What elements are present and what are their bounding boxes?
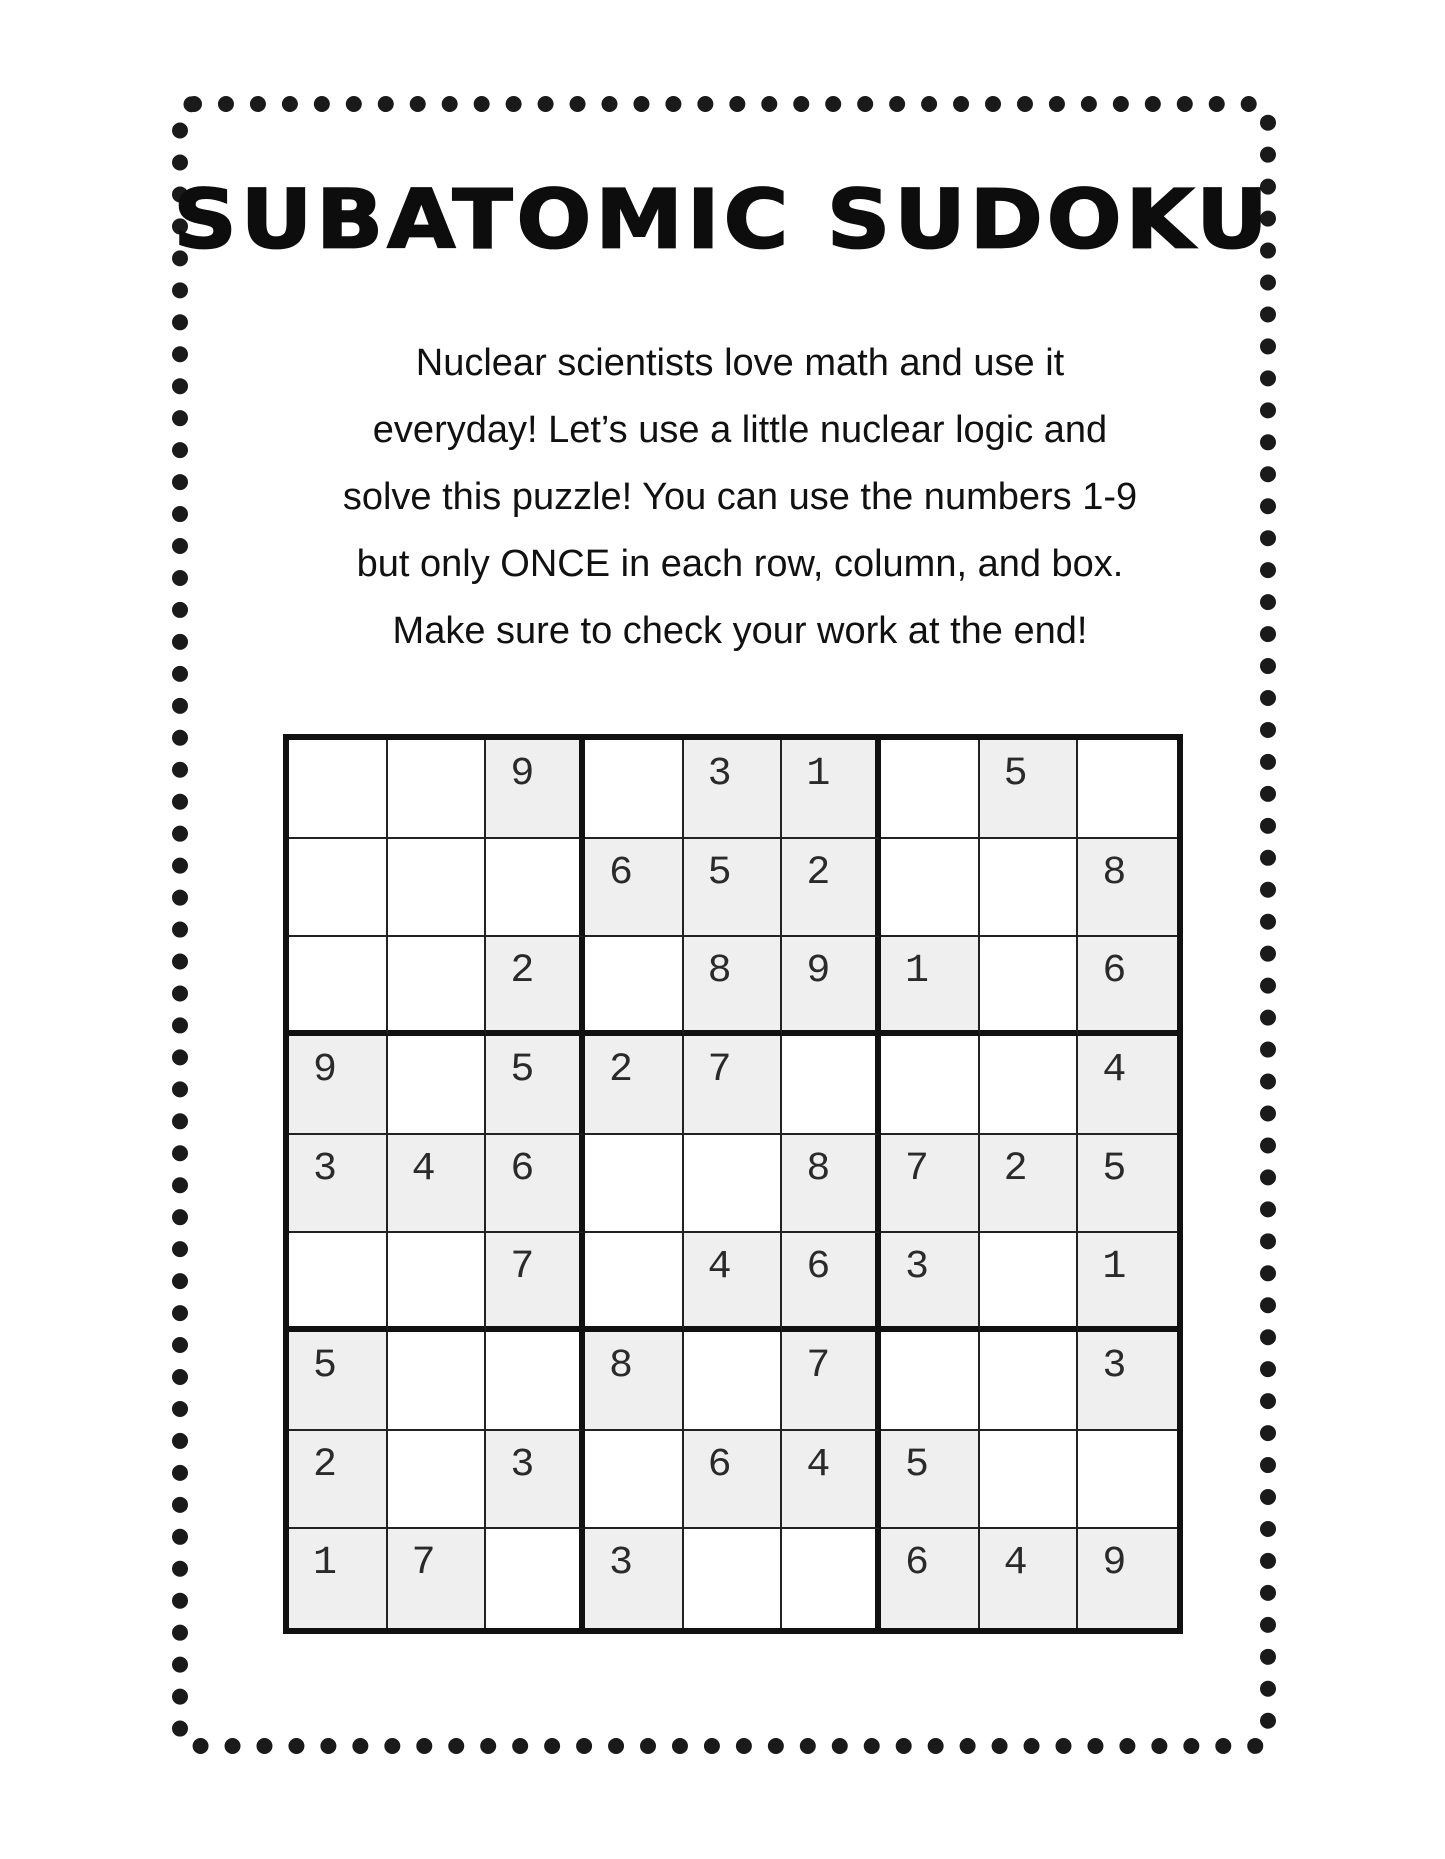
sudoku-cell[interactable]: 2 [585,1036,684,1135]
sudoku-cell[interactable] [881,1332,980,1431]
sudoku-cell[interactable] [1078,1431,1177,1530]
instructions-line: Make sure to check your work at the end! [392,610,1088,652]
sudoku-cell[interactable]: 6 [1078,937,1177,1036]
sudoku-cell[interactable] [585,740,684,839]
sudoku-cell[interactable]: 5 [881,1431,980,1530]
sudoku-cell[interactable] [486,1529,585,1628]
sudoku-cell[interactable]: 1 [1078,1233,1177,1332]
sudoku-cell[interactable]: 6 [881,1529,980,1628]
sudoku-cell[interactable] [585,937,684,1036]
sudoku-cell[interactable] [782,1529,881,1628]
instructions-line: Nuclear scientists love math and use it [415,342,1065,384]
instructions-text [290,330,1190,665]
sudoku-cell[interactable]: 2 [289,1431,388,1530]
sudoku-cell[interactable]: 8 [1078,839,1177,938]
sudoku-cell[interactable]: 2 [782,839,881,938]
sudoku-cell[interactable]: 4 [1078,1036,1177,1135]
sudoku-cell[interactable] [980,1431,1079,1530]
sudoku-cell[interactable]: 7 [881,1135,980,1234]
sudoku-cell[interactable] [684,1332,783,1431]
sudoku-cell[interactable]: 8 [684,937,783,1036]
sudoku-cell[interactable]: 4 [782,1431,881,1530]
sudoku-cell[interactable] [388,937,487,1036]
sudoku-cell[interactable]: 6 [486,1135,585,1234]
sudoku-cell[interactable]: 1 [289,1529,388,1628]
sudoku-cell[interactable]: 5 [980,740,1079,839]
sudoku-cell[interactable] [388,839,487,938]
sudoku-cell[interactable] [1078,740,1177,839]
sudoku-cell[interactable]: 2 [486,937,585,1036]
sudoku-cell[interactable] [289,1233,388,1332]
instructions-line: everyday! Let’s use a little nuclear logic and [372,409,1108,451]
sudoku-cell[interactable] [980,1332,1079,1431]
sudoku-cell[interactable] [782,1036,881,1135]
sudoku-cell[interactable] [980,937,1079,1036]
sudoku-cell[interactable]: 7 [684,1036,783,1135]
sudoku-cell[interactable]: 1 [881,937,980,1036]
sudoku-cell[interactable]: 3 [289,1135,388,1234]
sudoku-cell[interactable]: 3 [1078,1332,1177,1431]
sudoku-cell[interactable] [881,740,980,839]
sudoku-cell[interactable] [585,1431,684,1530]
page-title: SUBATOMIC SUDOKU [173,172,1272,267]
sudoku-cell[interactable]: 2 [980,1135,1079,1234]
sudoku-cell[interactable]: 9 [289,1036,388,1135]
sudoku-cell[interactable] [388,1233,487,1332]
sudoku-cell[interactable]: 7 [388,1529,487,1628]
sudoku-cell[interactable]: 7 [486,1233,585,1332]
sudoku-cell[interactable]: 7 [782,1332,881,1431]
sudoku-cell[interactable]: 4 [388,1135,487,1234]
sudoku-cell[interactable]: 8 [585,1332,684,1431]
sudoku-cell[interactable] [388,740,487,839]
sudoku-cell[interactable] [486,839,585,938]
sudoku-cell[interactable] [980,1036,1079,1135]
sudoku-cell[interactable] [289,937,388,1036]
sudoku-cell[interactable]: 9 [782,937,881,1036]
sudoku-cell[interactable]: 9 [1078,1529,1177,1628]
sudoku-cell[interactable]: 4 [684,1233,783,1332]
sudoku-cell[interactable] [388,1431,487,1530]
sudoku-cell[interactable]: 6 [684,1431,783,1530]
sudoku-cell[interactable]: 5 [289,1332,388,1431]
sudoku-cell[interactable]: 9 [486,740,585,839]
sudoku-cell[interactable]: 4 [980,1529,1079,1628]
instructions-line: but only ONCE in each row, column, and box. [356,543,1124,585]
sudoku-cell[interactable]: 3 [585,1529,684,1628]
sudoku-cell[interactable]: 5 [684,839,783,938]
sudoku-cell[interactable] [980,1233,1079,1332]
sudoku-cell[interactable]: 8 [782,1135,881,1234]
sudoku-board [283,734,1183,1634]
sudoku-cell[interactable]: 3 [881,1233,980,1332]
sudoku-cell[interactable]: 6 [782,1233,881,1332]
sudoku-cell[interactable] [980,839,1079,938]
sudoku-cell[interactable] [289,740,388,839]
sudoku-cell[interactable] [585,1233,684,1332]
sudoku-cell[interactable] [684,1529,783,1628]
sudoku-cell[interactable]: 5 [1078,1135,1177,1234]
sudoku-cell[interactable] [585,1135,684,1234]
sudoku-cell[interactable] [388,1332,487,1431]
sudoku-cell[interactable]: 5 [486,1036,585,1135]
sudoku-cell[interactable] [486,1332,585,1431]
sudoku-cell[interactable] [881,839,980,938]
sudoku-cell[interactable]: 6 [585,839,684,938]
instructions-line: solve this puzzle! You can use the numbers 1-9 [342,476,1138,518]
sudoku-cell[interactable]: 3 [684,740,783,839]
sudoku-cell[interactable]: 1 [782,740,881,839]
sudoku-cell[interactable] [289,839,388,938]
sudoku-cell[interactable] [684,1135,783,1234]
sudoku-cell[interactable] [388,1036,487,1135]
sudoku-cell[interactable] [881,1036,980,1135]
sudoku-cell[interactable]: 3 [486,1431,585,1530]
